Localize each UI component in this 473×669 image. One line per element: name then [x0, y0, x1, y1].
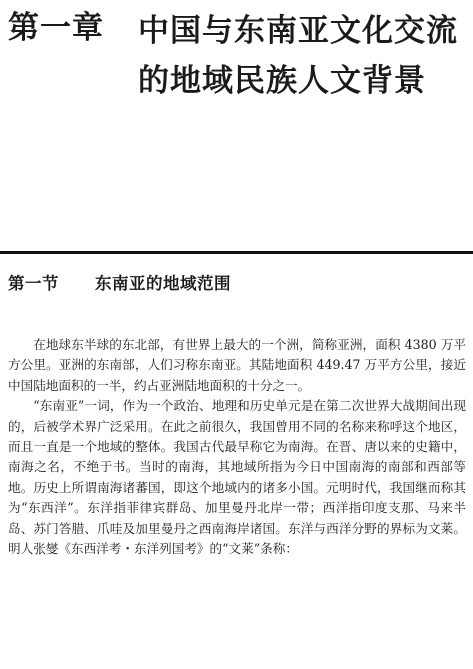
- section-title: 东南亚的地域范围: [95, 274, 231, 293]
- paragraph: 在地球东半球的东北部，有世界上最大的一个洲，简称亚洲，面积 4380 万平方公里。亚洲的东南部，人们习称东南亚。其陆地面积 449.47 万平方公里，接近中国陆地面积的一半，约占亚洲陆地面积的十分之一。: [8, 337, 466, 393]
- section-divider: [0, 251, 473, 254]
- chapter-title: [138, 6, 458, 106]
- section-heading: [8, 270, 231, 294]
- section-number: 第一节: [8, 274, 59, 293]
- paragraph: “东南亚”一词，作为一个政治、地理和历史单元是在第二次世界大战期间出现的，后被学术界广泛采用。在此之前很久，我国曾用不同的名称来称呼这个地区，而且一直是一个地域的整体。我国古代最早称它为南海。在晋、唐以来的史籍中，南海之名，不绝于书。当时的南海，其地域所指为今日中国南海的南部和西部等地。历史上所谓南海诸蕃国，即这个地域内的诸多小国。元明时代，我国继而称其为“东西洋”。东洋指菲律宾群岛、加里曼丹北岸一带；西洋指印度支那、马来半岛、苏门答腊、爪哇及加里曼丹之西南海岸诸国。东洋与西洋分野的界标为文莱。明人张燮《东西洋考・东洋列国考》的“文莱”条称：: [8, 398, 466, 557]
- chapter-title-line-1: 中国与东南亚文化交流: [138, 13, 458, 49]
- chapter-title-line-2: 的地域民族人文背景: [138, 63, 426, 99]
- body-text: [8, 335, 466, 559]
- chapter-number: 第一章: [8, 10, 104, 46]
